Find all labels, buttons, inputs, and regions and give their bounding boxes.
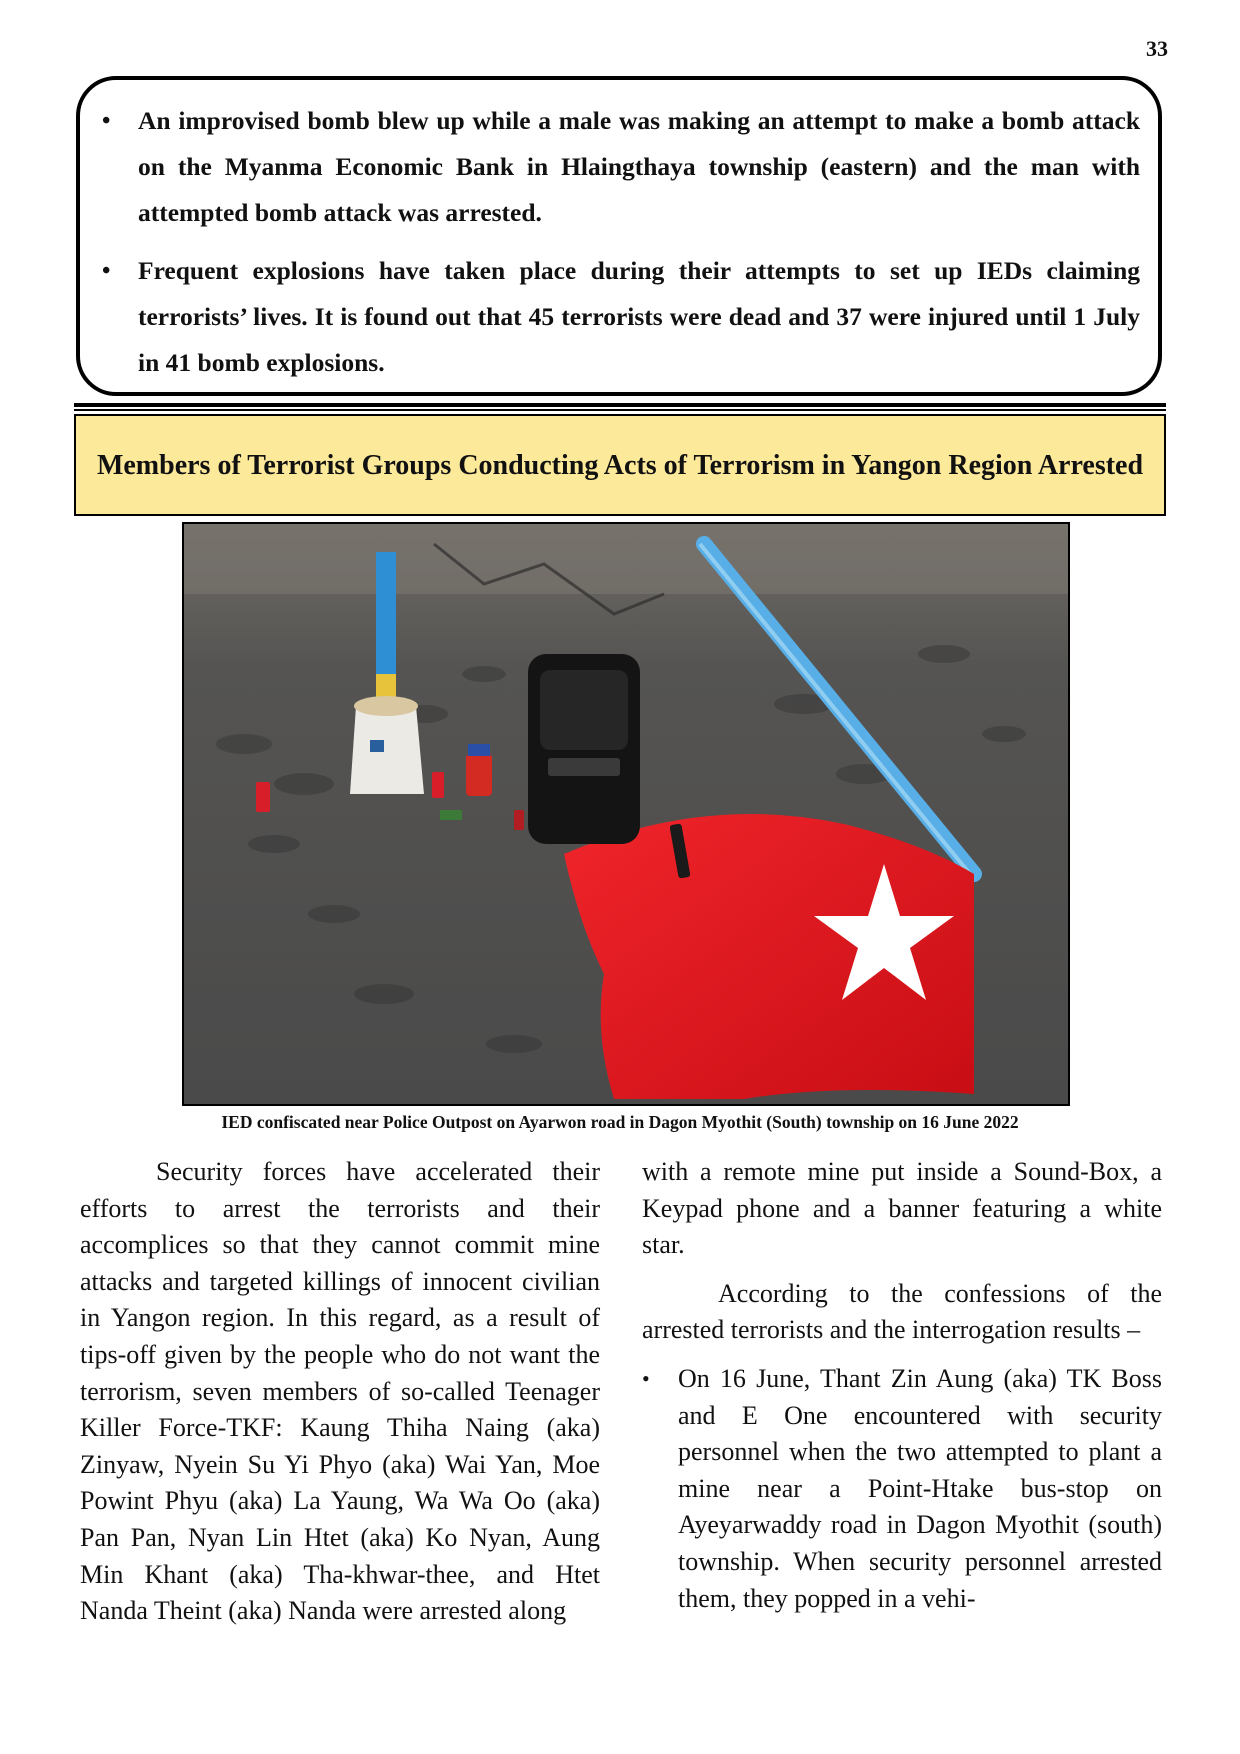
divider-thick bbox=[74, 403, 1166, 407]
highlight-bullet-list bbox=[138, 98, 1140, 386]
section-title: Members of Terrorist Groups Conducting Acts of Terrorism in Yangon Region Arrested bbox=[74, 414, 1166, 516]
body-paragraph: According to the confessions of the arrested terrorists and the interrogation results – bbox=[642, 1278, 1162, 1345]
highlight-bullet: • An improvised bomb blew up while a male was making an attempt to make a bomb attack on the Myanma Economic Bank in Hlaingthaya township (eastern) and the man with attempted bomb attack was arrested. bbox=[138, 98, 1140, 236]
divider-thin bbox=[74, 409, 1166, 411]
highlight-bullet: • Frequent explosions have taken place during their attempts to set up IEDs claiming terrorists’ lives. It is found out that 45 terrorists were dead and 37 were injured until 1 July in 41 bomb explosions. bbox=[138, 248, 1140, 386]
photo-caption: IED confiscated near Police Outpost on Ayarwon road in Dagon Myothit (South) township on 16 June 2022 bbox=[221, 1112, 1019, 1132]
page-number: 33 bbox=[1146, 36, 1168, 61]
body-paragraph: with a remote mine put inside a Sound-Box, a Keypad phone and a banner featuring a white star. bbox=[642, 1157, 1162, 1260]
right-column bbox=[642, 1154, 1162, 1617]
ied-photo bbox=[182, 522, 1070, 1106]
highlight-box bbox=[76, 76, 1162, 396]
body-bullet: • On 16 June, Thant Zin Aung (aka) TK Boss and E One encountered with security personnel when the two attempted to plant a mine near a Point-Htake bus-stop on Ayeyarwaddy road in Dagon Myothit (south) township. When security personnel arrested them, they popped in a vehi- bbox=[678, 1361, 1162, 1617]
body-paragraph: Security forces have accelerated their efforts to arrest the terrorists and their accomplices so that they cannot commit mine attacks and targeted killings of innocent civilian in Yangon region. In this regard, as a result of tips-off given by the people who do not want the terrorism, seven members of so-called Teenager Killer Force-TKF: Kaung Thiha Naing (aka) Zinyaw, Nyein Su Yi Phyo (aka) Wai Yan, Moe Powint Phyu (aka) La Yaung, Wa Wa Oo (aka) Pan Pan, Nyan Lin Htet (aka) Ko Nyan, Aung Min Khant (aka) Tha-khwar-thee, and Htet Nanda Theint (aka) Nanda were arrested along bbox=[80, 1157, 600, 1626]
ied-photo-illustration bbox=[184, 524, 1068, 1104]
body-bullet-list bbox=[642, 1361, 1162, 1617]
left-column bbox=[80, 1154, 600, 1630]
